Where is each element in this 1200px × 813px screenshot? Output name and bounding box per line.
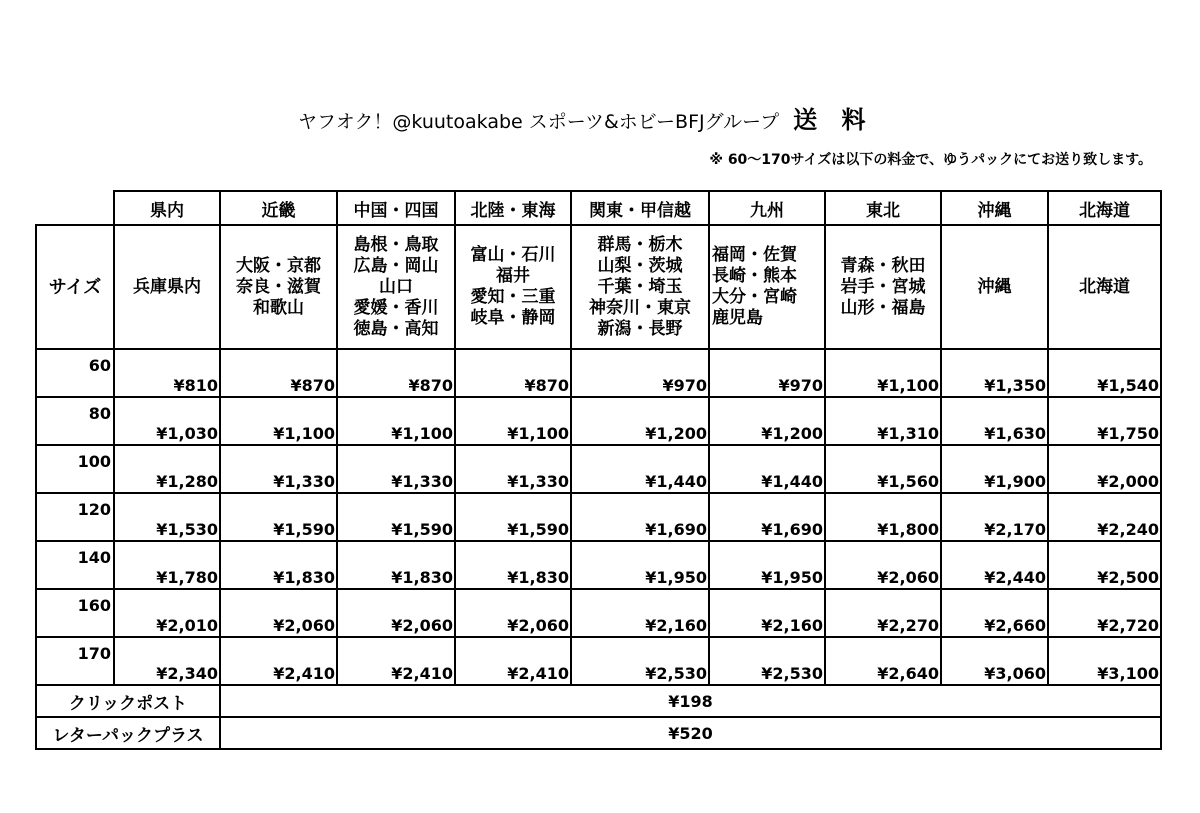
size-cell: 60: [36, 349, 114, 397]
size-cell: 160: [36, 589, 114, 637]
price-cell: ¥1,590: [220, 493, 337, 541]
region-header: 近畿: [220, 191, 337, 225]
price-cell: ¥2,160: [709, 589, 825, 637]
region-prefectures: [337, 225, 455, 349]
extra-label: クリックポスト: [36, 685, 220, 717]
price-cell: ¥2,410: [455, 637, 571, 685]
price-cell: ¥2,660: [941, 589, 1048, 637]
price-cell: ¥1,950: [709, 541, 825, 589]
region-header: 沖縄: [941, 191, 1048, 225]
prefecture-line: 鹿児島: [712, 308, 763, 328]
price-cell: ¥1,690: [571, 493, 709, 541]
price-cell: ¥1,100: [337, 397, 455, 445]
region-prefectures: [709, 225, 825, 349]
price-cell: ¥1,100: [220, 397, 337, 445]
prefecture-line: 沖縄: [977, 276, 1012, 297]
prefecture-line: 岩手・宮城: [840, 276, 926, 297]
region-prefectures: [571, 225, 709, 349]
prefecture-line: 和歌山: [253, 297, 304, 318]
price-cell: ¥2,340: [114, 637, 220, 685]
price-cell: ¥2,060: [825, 541, 941, 589]
title-big: 送 料: [793, 106, 874, 134]
prefecture-line: 千葉・埼玉: [597, 276, 683, 297]
region-prefectures: [455, 225, 571, 349]
price-cell: ¥1,830: [337, 541, 455, 589]
prefecture-line: 神奈川・東京: [589, 297, 691, 318]
size-cell: 80: [36, 397, 114, 445]
price-cell: ¥2,440: [941, 541, 1048, 589]
region-header: 九州: [709, 191, 825, 225]
prefecture-line: 長崎・熊本: [712, 266, 797, 286]
corner-cell: [36, 191, 114, 225]
price-cell: ¥1,800: [825, 493, 941, 541]
price-cell: ¥2,060: [455, 589, 571, 637]
header-row: [36, 191, 1161, 225]
price-cell: ¥2,530: [571, 637, 709, 685]
prefecture-line: 青森・秋田: [840, 255, 926, 276]
price-cell: ¥1,330: [455, 445, 571, 493]
price-cell: ¥2,530: [709, 637, 825, 685]
price-cell: ¥1,780: [114, 541, 220, 589]
prefecture-line: 山梨・茨城: [597, 255, 683, 276]
price-cell: ¥1,830: [220, 541, 337, 589]
price-cell: ¥2,270: [825, 589, 941, 637]
price-cell: ¥3,100: [1048, 637, 1161, 685]
size-cell: 120: [36, 493, 114, 541]
price-row: [36, 445, 1161, 493]
extra-row: [36, 685, 1161, 717]
prefecture-line: 新潟・長野: [597, 318, 683, 339]
price-cell: ¥2,060: [337, 589, 455, 637]
region-prefectures: [941, 225, 1048, 349]
price-cell: ¥970: [571, 349, 709, 397]
shipping-table: [35, 190, 1162, 750]
prefecture-line: 兵庫県内: [133, 276, 201, 297]
price-cell: ¥870: [337, 349, 455, 397]
price-cell: ¥1,590: [337, 493, 455, 541]
prefecture-line: 岐阜・静岡: [470, 308, 556, 328]
price-cell: ¥2,240: [1048, 493, 1161, 541]
price-cell: ¥1,330: [220, 445, 337, 493]
price-cell: ¥2,410: [337, 637, 455, 685]
prefecture-line: 富山・石川: [470, 245, 556, 265]
price-row: [36, 397, 1161, 445]
price-cell: ¥1,200: [571, 397, 709, 445]
price-cell: ¥1,310: [825, 397, 941, 445]
price-cell: ¥1,280: [114, 445, 220, 493]
size-label: サイズ: [36, 225, 114, 349]
size-cell: 140: [36, 541, 114, 589]
region-header: 北海道: [1048, 191, 1161, 225]
title-text: ヤフオク！@kuutoakabe スポーツ&ホビーBFJグループ: [298, 111, 780, 133]
region-header: 中国・四国: [337, 191, 455, 225]
price-row: [36, 541, 1161, 589]
prefecture-line: 福井: [496, 266, 530, 286]
price-cell: ¥1,100: [825, 349, 941, 397]
price-cell: ¥1,690: [709, 493, 825, 541]
prefecture-line: 愛媛・香川: [353, 297, 439, 318]
price-row: [36, 493, 1161, 541]
price-cell: ¥1,540: [1048, 349, 1161, 397]
price-cell: ¥870: [220, 349, 337, 397]
region-prefectures: [1048, 225, 1161, 349]
prefecture-line: 山口: [379, 276, 413, 297]
price-cell: ¥1,100: [455, 397, 571, 445]
prefecture-line: 広島・岡山: [353, 255, 439, 276]
price-cell: ¥2,000: [1048, 445, 1161, 493]
price-cell: ¥1,200: [709, 397, 825, 445]
prefecture-line: 奈良・滋賀: [236, 276, 321, 297]
price-cell: ¥1,750: [1048, 397, 1161, 445]
price-cell: ¥2,010: [114, 589, 220, 637]
region-prefectures: [114, 225, 220, 349]
region-prefectures: [220, 225, 337, 349]
price-cell: ¥1,590: [455, 493, 571, 541]
region-header: 県内: [114, 191, 220, 225]
price-cell: ¥1,350: [941, 349, 1048, 397]
region-header: 北陸・東海: [455, 191, 571, 225]
extra-value: ¥520: [220, 717, 1161, 749]
prefecture-line: 北海道: [1079, 276, 1130, 297]
price-cell: ¥970: [709, 349, 825, 397]
prefecture-line: 島根・鳥取: [353, 234, 439, 255]
region-header: 関東・甲信越: [571, 191, 709, 225]
price-cell: ¥2,720: [1048, 589, 1161, 637]
shipping-note: ※ 60〜170サイズは以下の料金で、ゆうパックにてお送り致します。: [709, 152, 1152, 168]
price-cell: ¥2,410: [220, 637, 337, 685]
price-cell: ¥1,630: [941, 397, 1048, 445]
price-cell: ¥2,160: [571, 589, 709, 637]
price-row: [36, 349, 1161, 397]
size-cell: 100: [36, 445, 114, 493]
price-cell: ¥2,170: [941, 493, 1048, 541]
price-cell: ¥3,060: [941, 637, 1048, 685]
prefecture-line: 大分・宮崎: [712, 287, 797, 307]
price-cell: ¥1,440: [709, 445, 825, 493]
region-prefectures: [825, 225, 941, 349]
extra-row: [36, 717, 1161, 749]
prefecture-line: 山形・福島: [840, 297, 926, 318]
price-cell: ¥1,530: [114, 493, 220, 541]
price-cell: ¥1,440: [571, 445, 709, 493]
price-row: [36, 637, 1161, 685]
prefecture-line: 大阪・京都: [236, 255, 321, 276]
price-cell: ¥2,500: [1048, 541, 1161, 589]
prefecture-line: 群馬・栃木: [597, 234, 683, 255]
price-cell: ¥1,030: [114, 397, 220, 445]
price-cell: ¥1,830: [455, 541, 571, 589]
price-cell: ¥1,560: [825, 445, 941, 493]
price-cell: ¥870: [455, 349, 571, 397]
price-cell: ¥1,950: [571, 541, 709, 589]
price-cell: ¥2,060: [220, 589, 337, 637]
prefecture-line: 徳島・高知: [353, 318, 439, 339]
price-cell: ¥1,900: [941, 445, 1048, 493]
extra-label: レターパックプラス: [36, 717, 220, 749]
page-title: [298, 100, 873, 135]
prefecture-line: 愛知・三重: [470, 287, 556, 307]
region-row: [36, 225, 1161, 349]
region-header: 東北: [825, 191, 941, 225]
price-row: [36, 589, 1161, 637]
size-cell: 170: [36, 637, 114, 685]
price-cell: ¥810: [114, 349, 220, 397]
extra-value: ¥198: [220, 685, 1161, 717]
price-cell: ¥2,640: [825, 637, 941, 685]
prefecture-line: 福岡・佐賀: [712, 245, 797, 265]
price-cell: ¥1,330: [337, 445, 455, 493]
